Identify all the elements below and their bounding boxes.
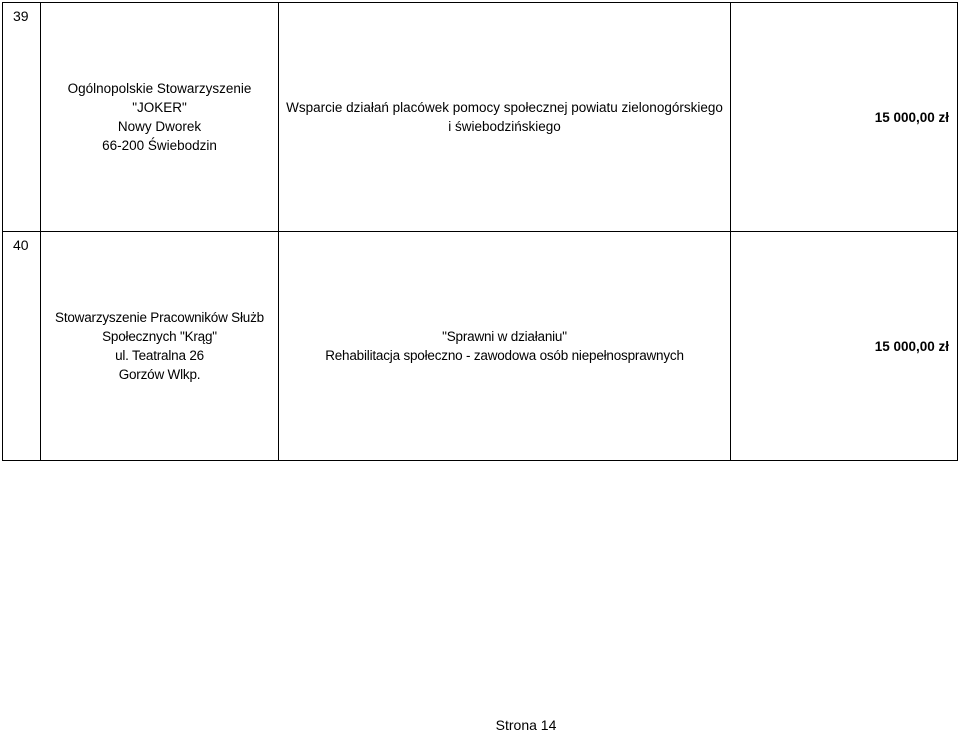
row-number-cell	[3, 3, 41, 232]
organization-line: ul. Teatralna 26	[115, 348, 204, 363]
task-cell	[279, 232, 731, 461]
organization-line: 66-200 Świebodzin	[102, 138, 217, 153]
organization-line: Ogólnopolskie Stowarzyszenie	[67, 81, 252, 96]
task-line: "Sprawni w działaniu"	[442, 329, 567, 344]
organization-line: Nowy Dworek	[117, 119, 202, 134]
organization-line: Społecznych "Krąg"	[102, 329, 217, 344]
organization-cell	[41, 232, 279, 461]
task-line: Rehabilitacja społeczno - zawodowa osób niepełnosprawnych	[325, 348, 684, 363]
amount-cell	[731, 232, 958, 461]
task-cell	[279, 3, 731, 232]
organization-line: Gorzów Wlkp.	[118, 367, 201, 382]
task-line: Wsparcie działań placówek pomocy społecznej powiatu zielonogórskiego	[286, 100, 723, 115]
task-line: i świebodzińskiego	[448, 119, 561, 134]
organization-line: Stowarzyszenie Pracowników Służb	[55, 310, 264, 325]
table-row	[3, 3, 958, 232]
grants-table	[2, 2, 958, 461]
organization-cell	[41, 3, 279, 232]
row-number: 40	[13, 237, 29, 253]
amount-cell	[731, 3, 958, 232]
page-footer	[0, 716, 960, 734]
page-number: Strona 14	[495, 717, 557, 733]
organization-line: "JOKER"	[132, 100, 187, 115]
row-number-cell	[3, 232, 41, 461]
amount-value: 15 000,00 zł	[874, 109, 949, 125]
row-number: 39	[13, 8, 29, 24]
amount-value: 15 000,00 zł	[874, 338, 949, 354]
table-row	[3, 232, 958, 461]
